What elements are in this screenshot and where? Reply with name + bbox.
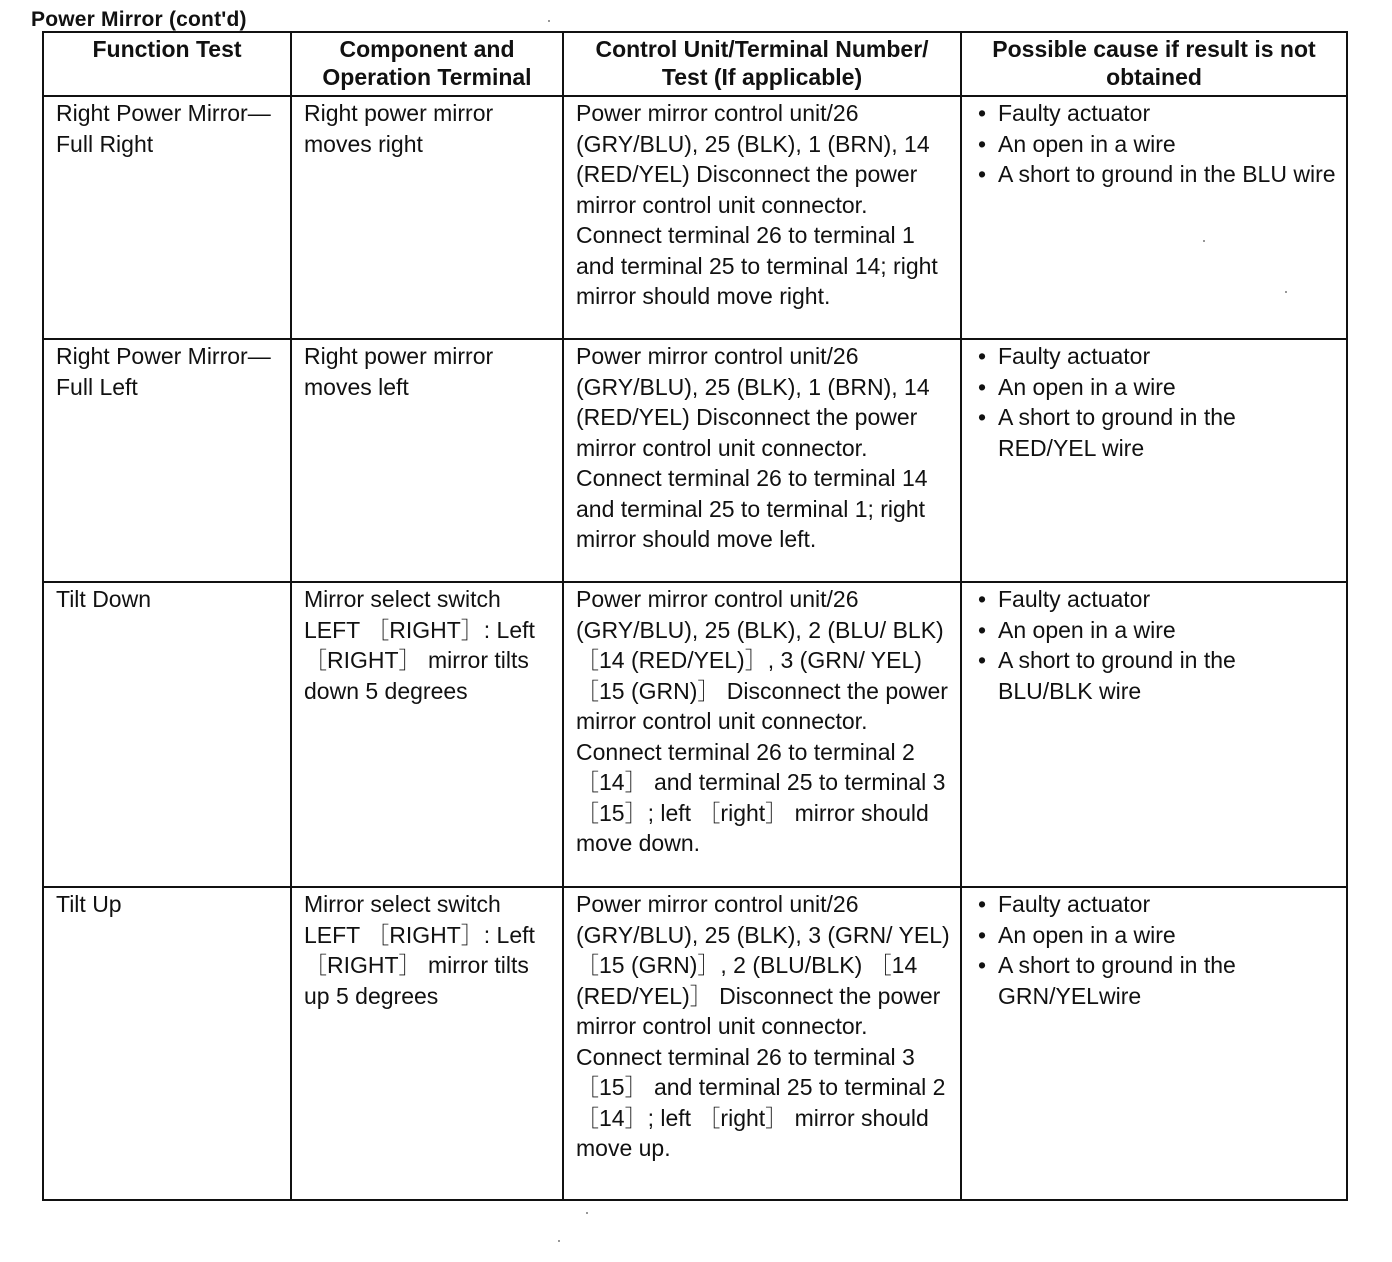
function-test-cell: Right Power Mirror—Full Right [43, 96, 291, 339]
possible-cause-cell [961, 339, 1347, 582]
cause-list [974, 341, 1336, 463]
component-cell: Mirror select switch LEFT ［RIGHT］: Left ［RIGHT］ mirror tilts up 5 degrees [291, 887, 563, 1200]
function-test-cell: Tilt Down [43, 582, 291, 887]
table-row [43, 339, 1347, 582]
component-cell: Right power mirror moves left [291, 339, 563, 582]
cause-item: • A short to ground in the GRN/YELwire [974, 950, 1336, 1011]
control-unit-cell: Power mirror control unit/26 (GRY/BLU), 25 (BLK), 1 (BRN), 14 (RED/YEL) Disconnect the power mirror control unit connector. Connect terminal 26 to terminal 14 and terminal 25 to terminal 1; right mirror should move left. [563, 339, 961, 582]
cause-item: • Faulty actuator [974, 98, 1336, 129]
header-component: Component and Operation Terminal [291, 32, 563, 96]
cause-list [974, 98, 1336, 190]
function-test-cell: Right Power Mirror—Full Left [43, 339, 291, 582]
function-test-cell: Tilt Up [43, 887, 291, 1200]
function-test-table [42, 31, 1348, 1201]
table-row [43, 582, 1347, 887]
cause-item: • An open in a wire [974, 129, 1336, 160]
header-row [43, 32, 1347, 96]
cause-item: • A short to ground in the BLU wire [974, 159, 1336, 190]
control-unit-cell: Power mirror control unit/26 (GRY/BLU), 25 (BLK), 3 (GRN/ YEL) ［15 (GRN)］, 2 (BLU/BLK) ［14 (RED/YEL)］ Disconnect the power mirror control unit connector. Connect terminal 26 to terminal 3 ［15］ and terminal 25 to terminal 2 ［14］; left ［right］ mirror should move up. [563, 887, 961, 1200]
control-unit-cell: Power mirror control unit/26 (GRY/BLU), 25 (BLK), 1 (BRN), 14 (RED/YEL) Disconnect the power mirror control unit connector. Connect terminal 26 to terminal 1 and terminal 25 to terminal 14; right mirror should move right. [563, 96, 961, 339]
cause-item: • Faulty actuator [974, 584, 1336, 615]
header-function-test: Function Test [43, 32, 291, 96]
header-control-unit: Control Unit/Terminal Number/ Test (If applicable) [563, 32, 961, 96]
cause-item: • An open in a wire [974, 372, 1336, 403]
cause-list [974, 584, 1336, 706]
cause-item: • An open in a wire [974, 615, 1336, 646]
possible-cause-cell [961, 582, 1347, 887]
header-possible-cause: Possible cause if result is not obtained [961, 32, 1347, 96]
cause-item: • An open in a wire [974, 920, 1336, 951]
table-row [43, 887, 1347, 1200]
cause-list [974, 889, 1336, 1011]
control-unit-cell: Power mirror control unit/26 (GRY/BLU), 25 (BLK), 2 (BLU/ BLK) ［14 (RED/YEL)］, 3 (GRN/ YEL) ［15 (GRN)］ Disconnect the power mirror control unit connector. Connect terminal 26 to terminal 2 ［14］ and terminal 25 to terminal 3 ［15］; left ［right］ mirror should move down. [563, 582, 961, 887]
possible-cause-cell [961, 96, 1347, 339]
cause-item: • A short to ground in the BLU/BLK wire [974, 645, 1336, 706]
component-cell: Right power mirror moves right [291, 96, 563, 339]
cause-item: • Faulty actuator [974, 341, 1336, 372]
page-title: Power Mirror (cont'd) [31, 8, 247, 31]
possible-cause-cell [961, 887, 1347, 1200]
component-cell: Mirror select switch LEFT ［RIGHT］: Left ［RIGHT］ mirror tilts down 5 degrees [291, 582, 563, 887]
cause-item: • A short to ground in the RED/YEL wire [974, 402, 1336, 463]
cause-item: • Faulty actuator [974, 889, 1336, 920]
table-row [43, 96, 1347, 339]
